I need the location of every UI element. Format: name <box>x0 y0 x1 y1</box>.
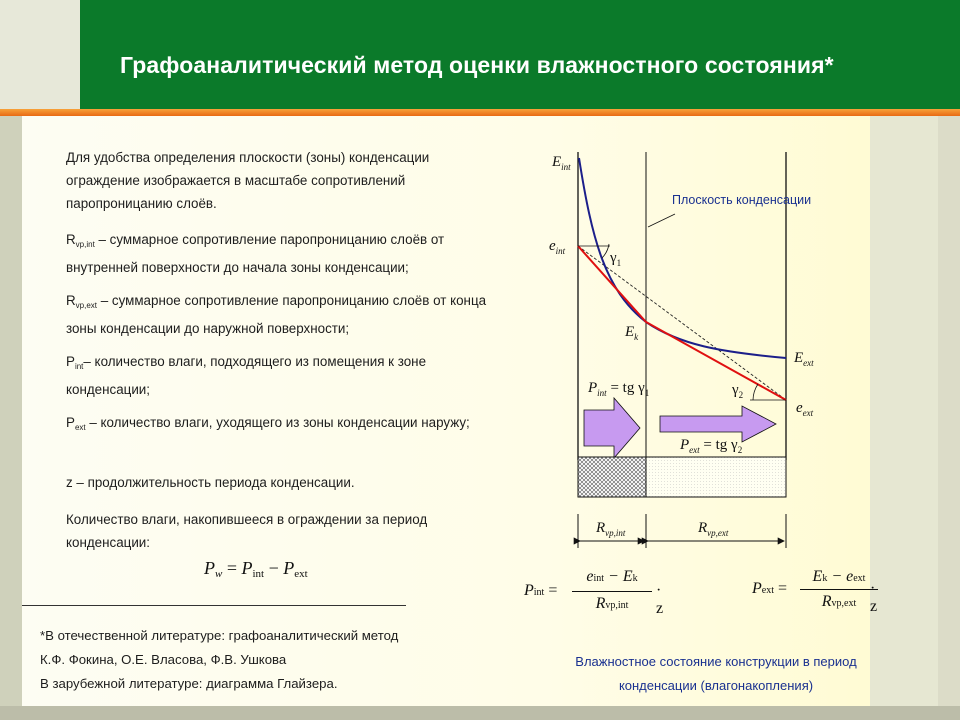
footnote-line-2: К.Ф. Фокина, О.Е. Власова, Ф.В. Ушкова <box>40 652 287 667</box>
def-text: – суммарное сопротивление паропроницанию слоёв от внутренней поверхности до начала зоны конденсации; <box>66 232 445 275</box>
def-sub: ext <box>74 423 86 432</box>
gamma2-arc <box>753 384 758 400</box>
definition-z: z – продолжительность периода конденсации. <box>66 475 355 490</box>
def-sub: vp,ext <box>75 301 98 310</box>
e-int-label: $e_{int}$ <box>549 238 566 256</box>
p-ext-numerator: Ek − eext <box>812 568 866 585</box>
r-vp-int-label: $R_{vp,int}$ <box>596 520 626 538</box>
p-ext-fraction-bar <box>800 589 878 590</box>
def-symbol: R <box>66 232 76 247</box>
E-int-label: $E_{int}$ <box>552 154 571 172</box>
partial-pressure-line <box>578 246 786 400</box>
p-ext-tail: · z <box>870 580 878 615</box>
p-ext-tangent-label: $P_{ext}$ = tg $\gamma_2$ <box>680 437 743 455</box>
pw-eq: = <box>222 558 242 578</box>
p-int-numerator: eint − Ek <box>586 568 638 585</box>
def-text: – суммарное сопротивление паропроницанию слоёв от конца зоны конденсации до наружной поверхности; <box>66 293 487 336</box>
plane-label-leader <box>648 214 675 227</box>
intro-text: Для удобства определения плоскости (зоны) конденсации ограждение изображается в масштабе сопротивлений паропроницанию слоёв. <box>66 150 430 211</box>
pw-a: P <box>241 558 253 578</box>
p-int-tail: · z <box>656 582 664 617</box>
slide-title: Графоаналитический метод оценки влажностного состояния* <box>120 52 834 78</box>
pw-symbol: P <box>204 558 215 578</box>
def-symbol: P <box>66 354 75 369</box>
p-ext-lhs: Pext = <box>752 580 788 597</box>
def-text: – количество влаги, уходящего из зоны конденсации наружу; <box>85 415 470 430</box>
moisture-in-arrow <box>584 398 640 458</box>
pw-minus: − <box>264 558 284 578</box>
def-sub: vp,int <box>75 240 95 249</box>
pw-sub: w <box>215 568 223 580</box>
condensation-plane-label: Плоскость конденсации <box>672 193 812 207</box>
E-k-label: $E_k$ <box>625 324 639 342</box>
p-int-fraction-bar <box>572 591 652 592</box>
p-ext-denominator: Rvp,ext <box>821 593 857 610</box>
def-sub: int <box>74 362 84 371</box>
diagram-caption: Влажностное состояние конструкции в период конденсации (влагонакопления) <box>575 654 857 693</box>
direct-dashed-line <box>578 246 786 400</box>
def-text: – количество влаги, подходящего из помещения к зоне конденсации; <box>66 354 427 397</box>
p-int-denominator: Rvp,int <box>595 595 629 612</box>
pw-b-sub: ext <box>294 568 308 580</box>
inner-layer-hatch <box>578 457 646 497</box>
p-int-lhs: Pint = <box>524 582 558 599</box>
outer-layer-block <box>646 457 786 497</box>
e-ext-label: $e_{ext}$ <box>796 400 814 418</box>
gamma1-label: $\gamma_1$ <box>610 250 622 268</box>
r-vp-ext-label: $R_{vp,ext}$ <box>698 520 729 538</box>
def-symbol: P <box>66 415 75 430</box>
footnote-line-1: *В отечественной литературе: графоаналитический метод <box>40 628 399 643</box>
pw-b: P <box>283 558 295 578</box>
def-symbol: R <box>66 293 76 308</box>
E-ext-label: $E_{ext}$ <box>794 350 814 368</box>
p-int-tangent-label: $P_{int}$ = tg $\gamma_1$ <box>588 380 650 398</box>
pw-a-sub: int <box>252 568 265 580</box>
footnote-line-3: В зарубежной литературе: диаграмма Глайзера. <box>40 676 338 691</box>
accumulation-text: Количество влаги, накопившееся в ограждении за период конденсации: <box>66 512 428 550</box>
gamma2-label: $\gamma_2$ <box>732 382 744 400</box>
